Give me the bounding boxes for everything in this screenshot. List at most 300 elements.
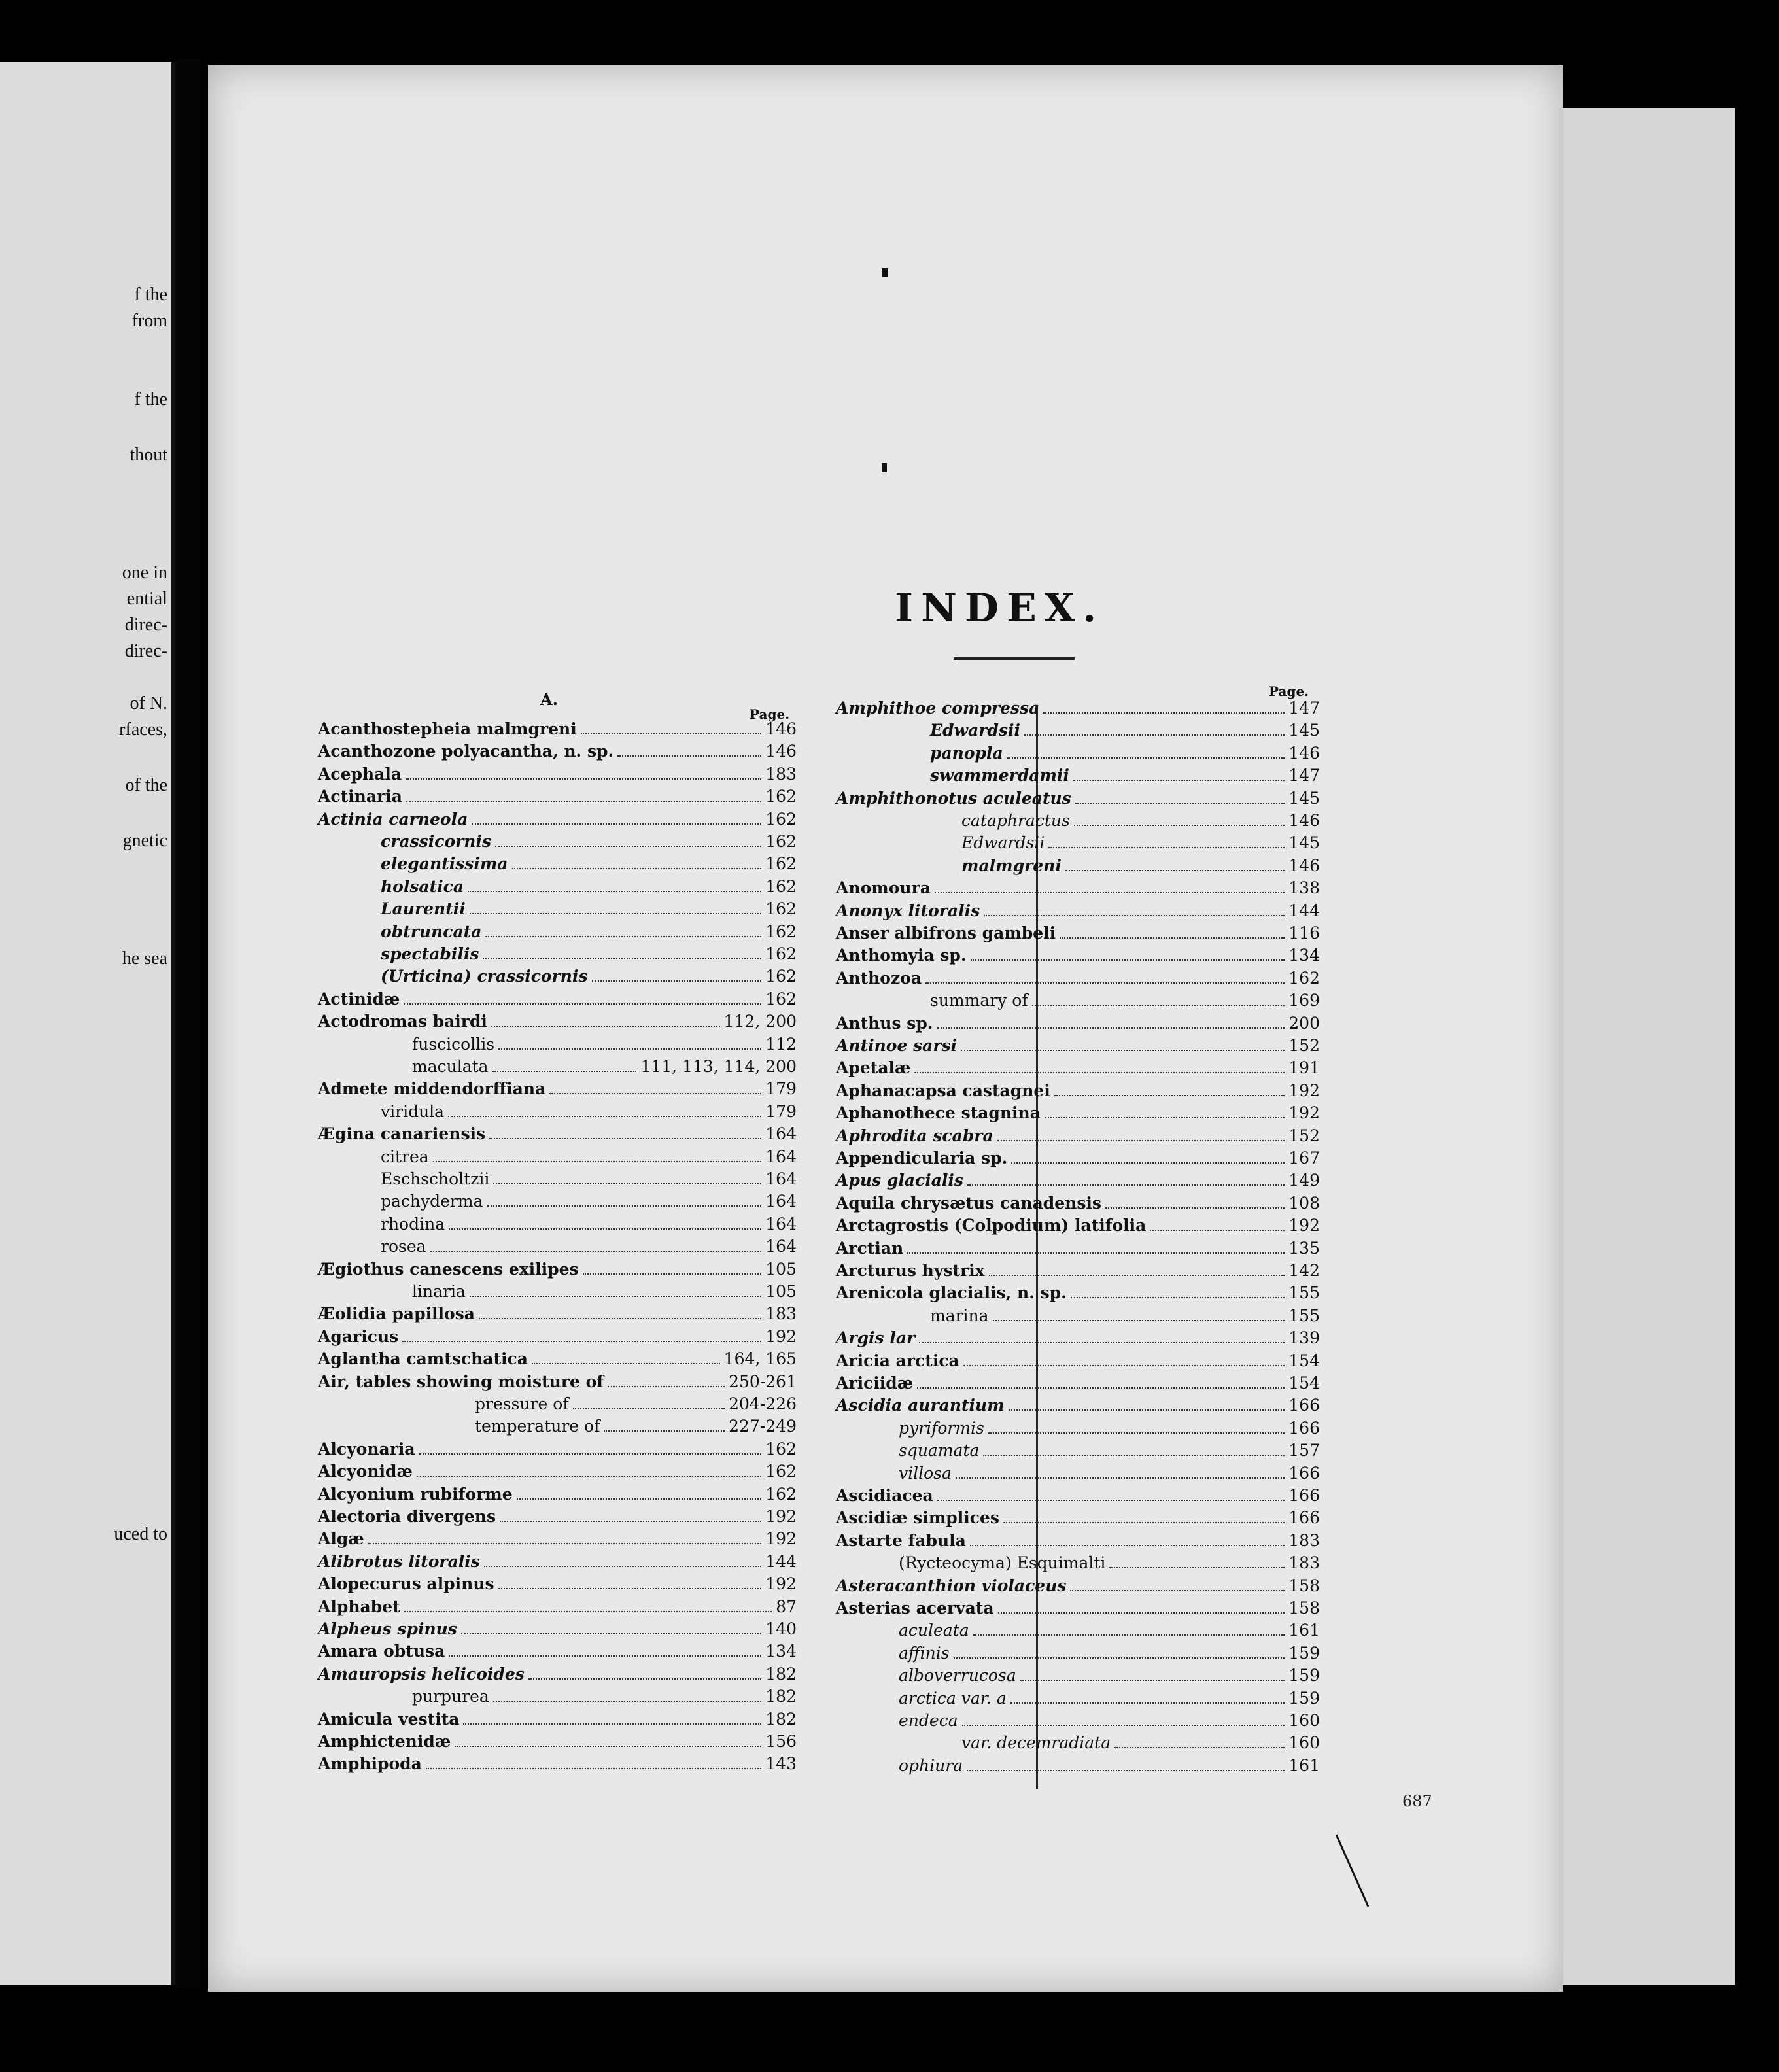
facing-page-text-fragment: f the <box>134 389 167 409</box>
facing-page-text-fragment: direc- <box>124 641 167 661</box>
facing-page-text-fragment: uced to <box>114 1524 167 1544</box>
leader-dots <box>1011 1162 1285 1164</box>
entry-page: 160 <box>1288 1711 1320 1730</box>
leader-dots <box>470 913 762 914</box>
index-entry <box>318 1642 797 1664</box>
leader-dots <box>967 1770 1285 1771</box>
entry-name: Anthus sp. <box>836 1013 933 1033</box>
entry-name: Actinidæ <box>318 989 400 1009</box>
index-entry <box>836 1216 1320 1238</box>
index-entry <box>836 1598 1320 1621</box>
facing-page-text-fragment: thout <box>130 445 167 465</box>
leader-dots <box>971 959 1285 961</box>
leader-dots <box>907 1252 1285 1254</box>
entry-name: holsatica <box>381 876 464 896</box>
entry-page: 192 <box>765 1326 797 1346</box>
entry-name: Acanthostepheia malmgreni <box>318 719 577 738</box>
facing-page-text-fragment: direc- <box>124 615 167 635</box>
entry-page: 166 <box>1288 1418 1320 1438</box>
leader-dots <box>468 891 761 892</box>
entry-page: 166 <box>1288 1486 1320 1505</box>
entry-name: purpurea <box>412 1687 489 1706</box>
leader-dots <box>406 801 761 802</box>
leader-dots <box>426 1768 761 1769</box>
index-entry <box>381 967 797 989</box>
entry-page: 159 <box>1288 1643 1320 1663</box>
index-entry <box>381 1147 797 1169</box>
entry-page: 155 <box>1288 1283 1320 1303</box>
leader-dots <box>1071 1297 1285 1298</box>
leader-dots <box>417 1476 761 1477</box>
index-entry <box>318 742 797 764</box>
entry-name: panopla <box>930 743 1003 763</box>
entry-page: 156 <box>765 1732 797 1751</box>
leader-dots <box>956 1477 1285 1479</box>
entry-name: Arcturus hystrix <box>836 1261 985 1280</box>
facing-page-text-fragment: rfaces, <box>119 719 167 740</box>
entry-page: 158 <box>1288 1598 1320 1617</box>
entry-name: Ægiothus canescens exilipes <box>318 1259 579 1279</box>
entry-page: 161 <box>1288 1621 1320 1640</box>
entry-name: fuscicollis <box>412 1034 495 1054</box>
leader-dots <box>970 1545 1285 1546</box>
index-entry <box>961 833 1320 855</box>
leader-dots <box>448 1116 761 1117</box>
entry-page: 142 <box>1288 1261 1320 1280</box>
index-entry <box>318 787 797 809</box>
entry-name: Amphictenidæ <box>318 1732 451 1751</box>
leader-dots <box>430 1251 762 1252</box>
entry-name: maculata <box>412 1057 489 1076</box>
entry-name: Acephala <box>318 764 402 784</box>
leader-dots <box>479 1318 761 1319</box>
entry-name: Ariciidæ <box>836 1373 914 1392</box>
index-entry <box>836 699 1320 721</box>
entry-name: Arctian <box>836 1238 904 1258</box>
entry-name: Algæ <box>318 1529 364 1549</box>
leader-dots <box>419 1453 762 1455</box>
leader-dots <box>1065 870 1285 871</box>
entry-page: 192 <box>765 1574 797 1594</box>
index-entry <box>318 1372 797 1394</box>
index-entry <box>930 991 1320 1013</box>
leader-dots <box>549 1093 761 1094</box>
leader-dots <box>984 915 1285 916</box>
index-entry <box>318 1462 797 1484</box>
index-entry <box>318 1507 797 1529</box>
index-entry <box>836 878 1320 901</box>
entry-page: 162 <box>765 899 797 919</box>
leader-dots <box>500 1521 761 1522</box>
entry-name: Acanthozone polyacantha, n. sp. <box>318 742 614 761</box>
entry-page: 166 <box>1288 1508 1320 1528</box>
entry-name: obtruncata <box>381 922 482 941</box>
entry-page: 182 <box>765 1664 797 1684</box>
entry-name: Anthozoa <box>836 968 922 988</box>
leader-dots <box>485 936 761 937</box>
section-letter: A. <box>540 690 558 709</box>
index-entry <box>836 1576 1320 1598</box>
page-number: 687 <box>1402 1792 1432 1810</box>
entry-name: Eschscholtzii <box>381 1169 490 1188</box>
entry-page: 139 <box>1288 1328 1320 1348</box>
entry-page: 183 <box>765 1304 797 1324</box>
entry-name: arctica var. a <box>899 1688 1007 1708</box>
index-entry <box>930 744 1320 766</box>
entry-name: Edwardsii <box>930 721 1020 740</box>
entry-name: spectabilis <box>381 944 479 963</box>
leader-dots <box>1043 712 1285 714</box>
entry-name: Amicula vestita <box>318 1709 460 1729</box>
entry-page: 179 <box>765 1079 797 1099</box>
leader-dots <box>989 1275 1285 1276</box>
entry-name: Appendicularia sp. <box>836 1148 1008 1167</box>
entry-page: 162 <box>1288 968 1320 988</box>
entry-name: Agaricus <box>318 1326 399 1346</box>
entry-name: Amphithoe compressa <box>836 699 1040 717</box>
leader-dots <box>498 1588 762 1589</box>
entry-name: Aphanacapsa castagnei <box>836 1080 1050 1100</box>
index-entry <box>475 1394 797 1417</box>
index-entry <box>381 1215 797 1237</box>
leader-dots <box>963 1365 1285 1366</box>
entry-page: 158 <box>1288 1576 1320 1595</box>
entry-page: 162 <box>765 876 797 896</box>
entry-page: 155 <box>1288 1305 1320 1325</box>
entry-page: 250-261 <box>729 1372 797 1391</box>
entry-name: Astarte fabula <box>836 1530 966 1550</box>
leader-dots <box>937 1027 1285 1029</box>
entry-page: 162 <box>765 944 797 963</box>
entry-name: squamata <box>899 1441 980 1460</box>
entry-name: pachyderma <box>381 1192 483 1211</box>
entry-name: Asteracanthion violaceus <box>836 1576 1067 1595</box>
leader-dots <box>617 755 761 757</box>
index-entry <box>836 1486 1320 1508</box>
entry-page: 146 <box>1288 811 1320 830</box>
entry-page: 169 <box>1288 991 1320 1010</box>
index-entry <box>836 969 1320 991</box>
index-entry <box>836 1239 1320 1261</box>
index-entry <box>899 1756 1320 1778</box>
entry-page: 162 <box>765 832 797 851</box>
entry-name: Alectoria divergens <box>318 1507 496 1526</box>
entry-name: ophiura <box>899 1755 963 1775</box>
entry-name: Alphabet <box>318 1597 400 1616</box>
entry-name: pyriformis <box>899 1418 984 1438</box>
leader-dots <box>961 1050 1285 1051</box>
index-entry <box>318 810 797 832</box>
index-entry <box>381 922 797 944</box>
entry-name: Alibrotus litoralis <box>318 1551 480 1571</box>
entry-name: Alcyonium rubiforme <box>318 1484 513 1504</box>
leader-dots <box>1007 757 1285 759</box>
entry-page: 192 <box>765 1529 797 1549</box>
entry-name: Anomoura <box>836 878 931 898</box>
entry-name: Antinoe sarsi <box>836 1036 958 1055</box>
leader-dots <box>998 1612 1285 1614</box>
leader-dots <box>1009 1409 1285 1411</box>
entry-page: 146 <box>1288 743 1320 763</box>
leader-dots <box>581 733 762 734</box>
entry-name: Apus glacialis <box>836 1171 963 1190</box>
entry-name: Alpheus spinus <box>318 1619 457 1638</box>
leader-dots <box>988 1432 1285 1434</box>
leader-dots <box>1074 825 1285 826</box>
index-entry <box>836 1126 1320 1148</box>
entry-name: Arenicola glacialis, n. sp. <box>836 1283 1067 1303</box>
index-entry <box>412 1035 797 1057</box>
entry-name: Æolidia papillosa <box>318 1304 475 1324</box>
entry-name: swammerdamii <box>930 766 1069 786</box>
leader-dots <box>512 868 762 869</box>
entry-page: 183 <box>1288 1530 1320 1550</box>
entry-page: 204-226 <box>729 1394 797 1413</box>
entry-name: Aquila chrysætus canadensis <box>836 1193 1102 1213</box>
index-entry <box>318 1574 797 1597</box>
index-entry <box>899 1711 1320 1733</box>
leader-dots <box>433 1161 762 1162</box>
index-entry <box>836 1148 1320 1171</box>
index-entry <box>836 1261 1320 1283</box>
entry-page: 152 <box>1288 1036 1320 1055</box>
leader-dots <box>483 958 761 959</box>
entry-name: Actinia carneola <box>318 809 468 829</box>
index-entry <box>318 1079 797 1101</box>
index-entry <box>318 1754 797 1776</box>
leader-dots <box>1020 1680 1285 1681</box>
leader-dots <box>404 1611 772 1612</box>
entry-name: Ægina canariensis <box>318 1124 486 1144</box>
entry-page: 162 <box>765 854 797 874</box>
entry-page: 164 <box>765 1147 797 1166</box>
entry-page: 161 <box>1288 1755 1320 1775</box>
leader-dots <box>967 1184 1285 1186</box>
leader-dots <box>1150 1230 1285 1231</box>
entry-page: 192 <box>765 1507 797 1526</box>
entry-name: Anonyx litoralis <box>836 901 980 920</box>
entry-name: marina <box>930 1305 989 1325</box>
leader-dots <box>1073 780 1285 781</box>
leader-dots <box>1054 1095 1285 1096</box>
entry-page: 162 <box>765 989 797 1009</box>
index-entry <box>412 1282 797 1304</box>
entry-name: var. decemradiata <box>961 1733 1111 1753</box>
leader-dots <box>917 1387 1285 1389</box>
entry-page: 164 <box>765 1124 797 1144</box>
index-entry <box>318 1552 797 1574</box>
leader-dots <box>1032 1005 1285 1006</box>
facing-page-text-fragment: of the <box>125 775 167 795</box>
leader-dots <box>1109 1567 1285 1568</box>
entry-page: 191 <box>1288 1058 1320 1078</box>
index-entry <box>836 1283 1320 1305</box>
entry-name: cataphractus <box>961 811 1070 830</box>
entry-page: 144 <box>1288 901 1320 920</box>
entry-name: Amauropsis helicoides <box>318 1664 525 1684</box>
entry-name: affinis <box>899 1643 950 1663</box>
entry-page: 166 <box>1288 1463 1320 1483</box>
leader-dots <box>470 1296 761 1297</box>
leader-dots <box>1024 734 1285 736</box>
index-entry <box>318 1665 797 1687</box>
index-entry <box>318 1440 797 1462</box>
entry-name: endeca <box>899 1711 958 1730</box>
entry-name: Aricia arctica <box>836 1351 959 1370</box>
leader-dots <box>993 1320 1285 1321</box>
entry-page: 147 <box>1288 766 1320 786</box>
entry-name: Apetalæ <box>836 1058 911 1078</box>
entry-name: Alcyonaria <box>318 1439 415 1459</box>
index-entry <box>961 811 1320 833</box>
entry-page: 192 <box>1288 1216 1320 1235</box>
entry-page: 149 <box>1288 1171 1320 1190</box>
entry-page: 164, 165 <box>723 1349 797 1369</box>
leader-dots <box>498 1048 761 1050</box>
index-entry <box>318 1260 797 1282</box>
entry-name: rosea <box>381 1237 426 1256</box>
facing-page-text-fragment: f the <box>134 285 167 305</box>
entry-page: 147 <box>1288 699 1320 717</box>
index-entry <box>836 1531 1320 1553</box>
entry-name: Argis lar <box>836 1328 916 1348</box>
leader-dots <box>1075 803 1285 804</box>
leader-dots <box>1114 1747 1285 1748</box>
entry-name: Ascidia aurantium <box>836 1396 1005 1415</box>
index-entry <box>836 789 1320 811</box>
index-entry <box>899 1553 1320 1576</box>
leader-dots <box>937 1500 1285 1501</box>
entry-page: 182 <box>765 1709 797 1729</box>
index-entry <box>318 1732 797 1754</box>
entry-name: Actodromas bairdi <box>318 1012 487 1031</box>
entry-page: 112, 200 <box>723 1012 797 1031</box>
index-entry <box>961 1733 1320 1755</box>
index-entry <box>318 1597 797 1619</box>
index-entry <box>412 1057 797 1079</box>
index-entry <box>381 1102 797 1124</box>
entry-page: 135 <box>1288 1238 1320 1258</box>
facing-page-fragment <box>0 62 175 1985</box>
leader-dots <box>406 778 761 780</box>
leader-dots <box>484 1566 761 1567</box>
entry-page: 138 <box>1288 878 1320 898</box>
leader-dots <box>532 1363 720 1364</box>
leader-dots <box>489 1138 761 1139</box>
index-entry <box>381 854 797 876</box>
entry-name: Asterias acervata <box>836 1598 994 1617</box>
entry-page: 112 <box>765 1034 797 1054</box>
entry-page: 162 <box>765 922 797 941</box>
leader-dots <box>573 1408 725 1409</box>
entry-name: Amara obtusa <box>318 1642 445 1661</box>
entry-page: 183 <box>765 764 797 784</box>
entry-page: 134 <box>1288 946 1320 965</box>
index-entry <box>836 1508 1320 1530</box>
index-entry <box>318 1012 797 1034</box>
entry-name: Ascidiacea <box>836 1486 933 1505</box>
index-entry <box>836 1373 1320 1396</box>
leader-dots <box>1048 847 1285 848</box>
leader-dots <box>983 1455 1285 1456</box>
leader-dots <box>1045 1117 1285 1118</box>
index-entry <box>836 1014 1320 1036</box>
index-entry <box>318 990 797 1012</box>
entry-name: linaria <box>412 1282 466 1301</box>
entry-page: 159 <box>1288 1666 1320 1685</box>
entry-page: 145 <box>1288 788 1320 808</box>
leader-dots <box>583 1273 762 1275</box>
entry-page: 159 <box>1288 1688 1320 1708</box>
index-entry <box>836 924 1320 946</box>
entry-name: Amphipoda <box>318 1754 422 1774</box>
entry-page: 162 <box>765 1439 797 1459</box>
index-entry <box>318 1124 797 1147</box>
entry-name: Arctagrostis (Colpodium) latifolia <box>836 1216 1147 1235</box>
leader-dots <box>493 1183 761 1184</box>
index-entry <box>318 1327 797 1349</box>
entry-name: Edwardsii <box>961 833 1045 853</box>
entry-name: Aglantha camtschatica <box>318 1349 528 1369</box>
book-spine <box>175 59 200 1988</box>
entry-name: Aphrodita scabra <box>836 1126 993 1145</box>
entry-page: 200 <box>1288 1013 1320 1033</box>
leader-dots <box>455 1746 761 1747</box>
leader-dots <box>492 1071 637 1072</box>
index-entry <box>318 719 797 742</box>
leader-dots <box>997 1140 1285 1141</box>
index-entry <box>381 944 797 967</box>
entry-page: 164 <box>765 1214 797 1234</box>
index-entry <box>836 1103 1320 1126</box>
index-entry <box>836 1396 1320 1418</box>
entry-page: 164 <box>765 1192 797 1211</box>
index-entry <box>961 856 1320 878</box>
leader-dots <box>973 1634 1285 1636</box>
entry-page: 111, 113, 114, 200 <box>640 1057 797 1076</box>
leader-dots <box>449 1228 761 1230</box>
entry-page: 160 <box>1288 1733 1320 1753</box>
entry-name: Amphithonotus aculeatus <box>836 788 1071 808</box>
entry-page: 105 <box>765 1259 797 1279</box>
entry-page: 166 <box>1288 1396 1320 1415</box>
index-entry <box>381 832 797 854</box>
index-entry <box>836 1328 1320 1351</box>
index-entry <box>836 1081 1320 1103</box>
index-entry <box>899 1464 1320 1486</box>
entry-page: 154 <box>1288 1373 1320 1392</box>
index-entry <box>836 901 1320 924</box>
entry-page: 157 <box>1288 1441 1320 1460</box>
leader-dots <box>1105 1207 1285 1209</box>
entry-name: viridula <box>381 1101 445 1121</box>
index-entry <box>836 1058 1320 1080</box>
entry-name: temperature of <box>475 1417 600 1436</box>
entry-page: 183 <box>1288 1553 1320 1573</box>
index-entry <box>836 1351 1320 1373</box>
entry-page: 146 <box>765 719 797 738</box>
entry-page: 87 <box>776 1597 797 1616</box>
index-entry <box>899 1644 1320 1666</box>
entry-page: 179 <box>765 1101 797 1121</box>
index-entry <box>318 1619 797 1642</box>
entry-page: 143 <box>765 1754 797 1774</box>
entry-name: Anthomyia sp. <box>836 946 967 965</box>
index-entry <box>381 1237 797 1259</box>
right-page-header: Page. <box>1269 683 1309 699</box>
entry-page: 164 <box>765 1169 797 1188</box>
leader-dots <box>962 1725 1285 1726</box>
